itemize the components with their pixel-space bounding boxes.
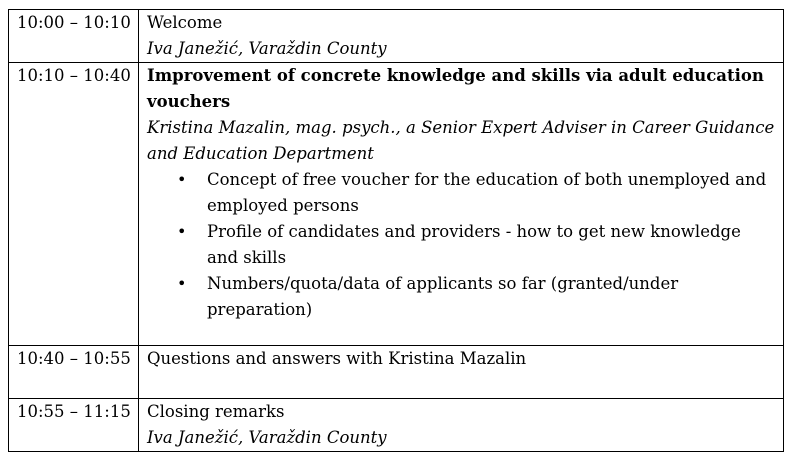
session-speaker: Iva Janežić, Varaždin County xyxy=(147,39,387,58)
agenda-row-qa xyxy=(9,346,784,399)
list-item xyxy=(177,167,775,219)
point-text: Concept of free voucher for the education of both unemployed and employed persons xyxy=(207,170,767,215)
list-item xyxy=(177,219,775,271)
session-title: Improvement of concrete knowledge and skills via adult education vouchers xyxy=(147,66,764,111)
time-cell: 10:40 – 10:55 xyxy=(9,346,139,399)
agenda-row-talk xyxy=(9,63,784,346)
bullet-icon: • xyxy=(177,170,187,189)
session-title: Welcome xyxy=(147,13,223,32)
session-title: Closing remarks xyxy=(147,402,285,421)
point-text: Profile of candidates and providers - how to get new knowledge and skills xyxy=(207,222,741,267)
session-cell xyxy=(139,346,784,399)
bullet-icon: • xyxy=(177,274,187,293)
time-cell: 10:10 – 10:40 xyxy=(9,63,139,346)
session-cell xyxy=(139,399,784,452)
session-points-list xyxy=(147,167,775,323)
session-speaker: Kristina Mazalin, mag. psych., a Senior Expert Adviser in Career Guidance and Education Department xyxy=(147,118,775,163)
session-title: Questions and answers with Kristina Mazalin xyxy=(147,349,527,368)
list-item xyxy=(177,271,775,323)
agenda-table xyxy=(8,9,784,452)
time-cell: 10:55 – 11:15 xyxy=(9,399,139,452)
agenda-row-closing xyxy=(9,399,784,452)
session-cell xyxy=(139,63,784,346)
time-cell: 10:00 – 10:10 xyxy=(9,10,139,63)
bullet-icon: • xyxy=(177,222,187,241)
session-speaker: Iva Janežić, Varaždin County xyxy=(147,428,387,447)
session-cell xyxy=(139,10,784,63)
agenda-row-welcome xyxy=(9,10,784,63)
point-text: Numbers/quota/data of applicants so far (granted/under preparation) xyxy=(207,274,679,319)
